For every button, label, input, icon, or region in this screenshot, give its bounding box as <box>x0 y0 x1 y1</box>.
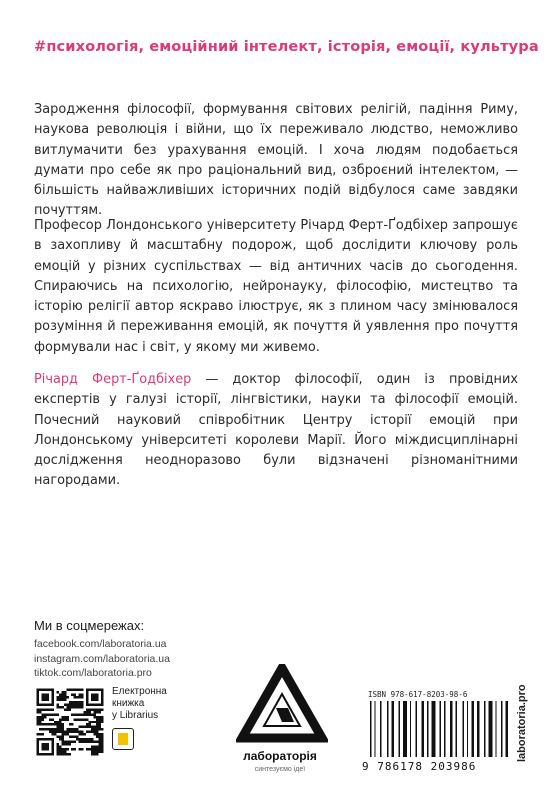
barcode-number: 9 786178 203986 <box>362 760 477 773</box>
author-bio <box>34 370 518 492</box>
publisher-name: лабораторія <box>243 749 317 763</box>
hashtags: #психологія, емоційний інтелект, історія, емоції, культура <box>34 38 539 55</box>
ebook-block <box>112 686 202 750</box>
social-link-instagram[interactable]: instagram.com/laboratoria.ua <box>34 652 170 665</box>
description-paragraph-2: Професор Лондонського університету Річард Ферт-Ґодбіхер запрошує в захопливу й масштабну подорож, щоб дослідити ключову роль емоцій у різних суспільствах — від античних часів до сьогодення. Спираючись на психологію, нейронауку, філософію, мистецтво та історію релігії автор яскраво ілюструє, як з плином часу змінювалося розуміння й переживання емоцій, як почуття й уявлення про почуття формували нас і світ, у якому ми живемо. <box>34 218 518 355</box>
librarius-icon <box>112 728 134 750</box>
author-name: Річард Ферт-Ґодбіхер <box>34 372 192 387</box>
description-paragraph-1: Зародження філософії, формування світових релігій, падіння Риму, наукова революція і війни, що їх переживало людство, неможливо витлумачити без урахування емоцій. І хоча людям подобається думати про себе як про раціональний вид, озброєний інтелектом, — більшість найважливіших історичних подій відбулося саме завдяки почуттям. <box>34 102 518 219</box>
publisher-website[interactable]: laboratoria.pro <box>516 684 528 762</box>
author-bio-text: — доктор філософії, один із провідних експертів у галузі історії, лінгвістики, науки та філософії емоцій. Почесний науковий співробітник Центру історії емоцій при Лондонському університеті королеви Марії. Його міждисциплінарні дослідження неодноразово були відзначені різноманітними нагородами. <box>34 372 518 489</box>
isbn-text: ISBN 978-617-8203-98-6 <box>368 690 468 699</box>
social-heading: Ми в соцмережах: <box>34 618 145 633</box>
social-link-facebook[interactable]: facebook.com/laboratoria.ua <box>34 638 167 650</box>
publisher-tagline: синтезуємо ідеї <box>254 766 306 773</box>
barcode-icon <box>368 701 512 757</box>
ebook-line-2: книжка <box>112 698 145 709</box>
social-link-tiktok[interactable]: tiktok.com/laboratoria.pro <box>34 667 152 679</box>
qr-code-icon[interactable] <box>34 686 106 758</box>
ebook-line-3: у Librarius <box>112 710 159 721</box>
ebook-line-1: Електронна <box>112 686 167 697</box>
social-block <box>34 618 234 681</box>
